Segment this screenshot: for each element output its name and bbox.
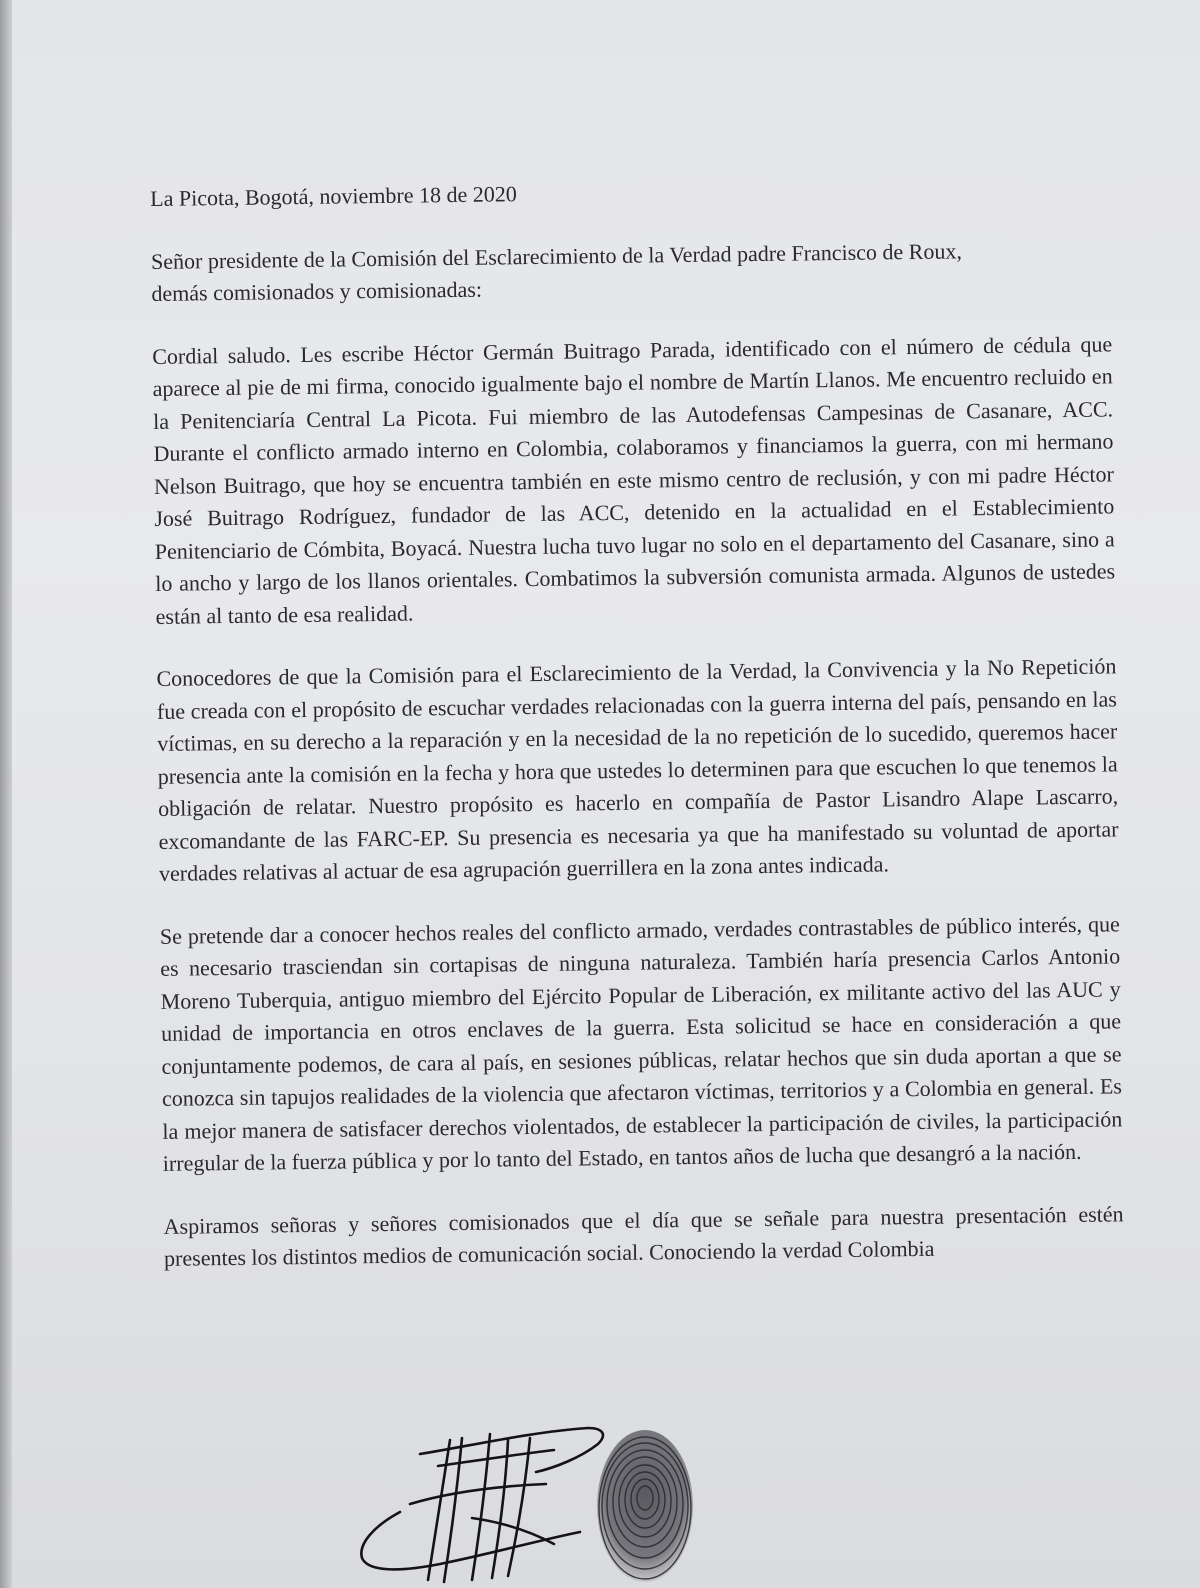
paragraph-media: Aspiramos señoras y señores comisionados que el día que se señale para nuestra presentación estén presentes los distintos medios de comunicación social. Conociendo la verdad Colombia [163, 1200, 1124, 1271]
paragraph-purpose: Se pretende dar a conocer hechos reales del conflicto armado, verdades contrastables de público interés, que es necesario trasciendan sin cortapisas de ninguna naturaleza. También haría presencia Carlos Antonio Moreno Tuberquia, antiguo miembro del Ejército Popular de Liberación, ex militante activo del las AUC y unidad de importancia en otros enclaves de la guerra. Esta solicitud se hace en consideración a que conjuntamente podemos, de cara al país, en sesiones públicas, relatar hechos que sin duda aportan a que se conozca sin tapujos realidades de la violencia que afectaron víctimas, territorios y a Colombia en general. Es la mejor manera de satisfacer derechos violentados, de establecer la participación de civiles, la participación irregular de la fuerza pública y por lo tanto del Estado, en tantos años de lucha que desangró a la nación. [159, 910, 1123, 1176]
paragraph-introduction: Cordial saludo. Les escribe Héctor Germán Buitrago Parada, identificado con el número de cédula que aparece al pie de mi firma, conocido igualmente bajo el nombre de Martín Llanos. Me encuentro recluido en la Penitenciaría Central La Picota. Fui miembro de las Autodefensas Campesinas de Casanare, ACC. Durante el conflicto armado interno en Colombia, colaboramos y financiamos la guerra, con mi hermano Nelson Buitrago, que hoy se encuentra también en este mismo centro de reclusión, y con mi padre Héctor José Buitrago Rodríguez, fundador de las ACC, detenido en la actualidad en el Establecimiento Penitenciario de Cómbita, Boyacá. Nuestra lucha tuvo lugar no solo en el departamento del Casanare, sino a lo ancho y largo de los llanos orientales. Combatimos la subversión comunista armada. Algunos de ustedes están al tanto de esa realidad. [152, 330, 1116, 629]
salutation-line-1: Señor presidente de la Comisión del Esclarecimiento de la Verdad padre Francisco de Roux, [150, 237, 963, 274]
salutation [151, 233, 1112, 311]
salutation-line-2: demás comisionados y comisionadas: [151, 276, 483, 306]
fingerprint [590, 1428, 700, 1588]
letter-body [150, 170, 1125, 1305]
place-date: La Picota, Bogotá, noviembre 18 de 2020 [150, 181, 517, 211]
paragraph-request: Conocedores de que la Comisión para el Esclarecimiento de la Verdad, la Convivencia y la No Repetición fue creada con el propósito de escuchar verdades relacionadas con la guerra interna del país, pensando en las víctimas, en su derecho a la reparación y en la necesidad de la no repetición de lo sucedido, queremos hacer presencia ante la comisión en la fecha y hora que ustedes lo determinen para que escuchen lo que tenemos la obligación de relatar. Nuestro propósito es hacerlo en compañía de Pastor Lisandro Alape Lascarro, excomandante de las FARC-EP. Su presencia es necesaria ya que ha manifestado su voluntad de aportar verdades relativas al actuar de esa agrupación guerrillera en la zona antes indicada. [156, 653, 1119, 886]
